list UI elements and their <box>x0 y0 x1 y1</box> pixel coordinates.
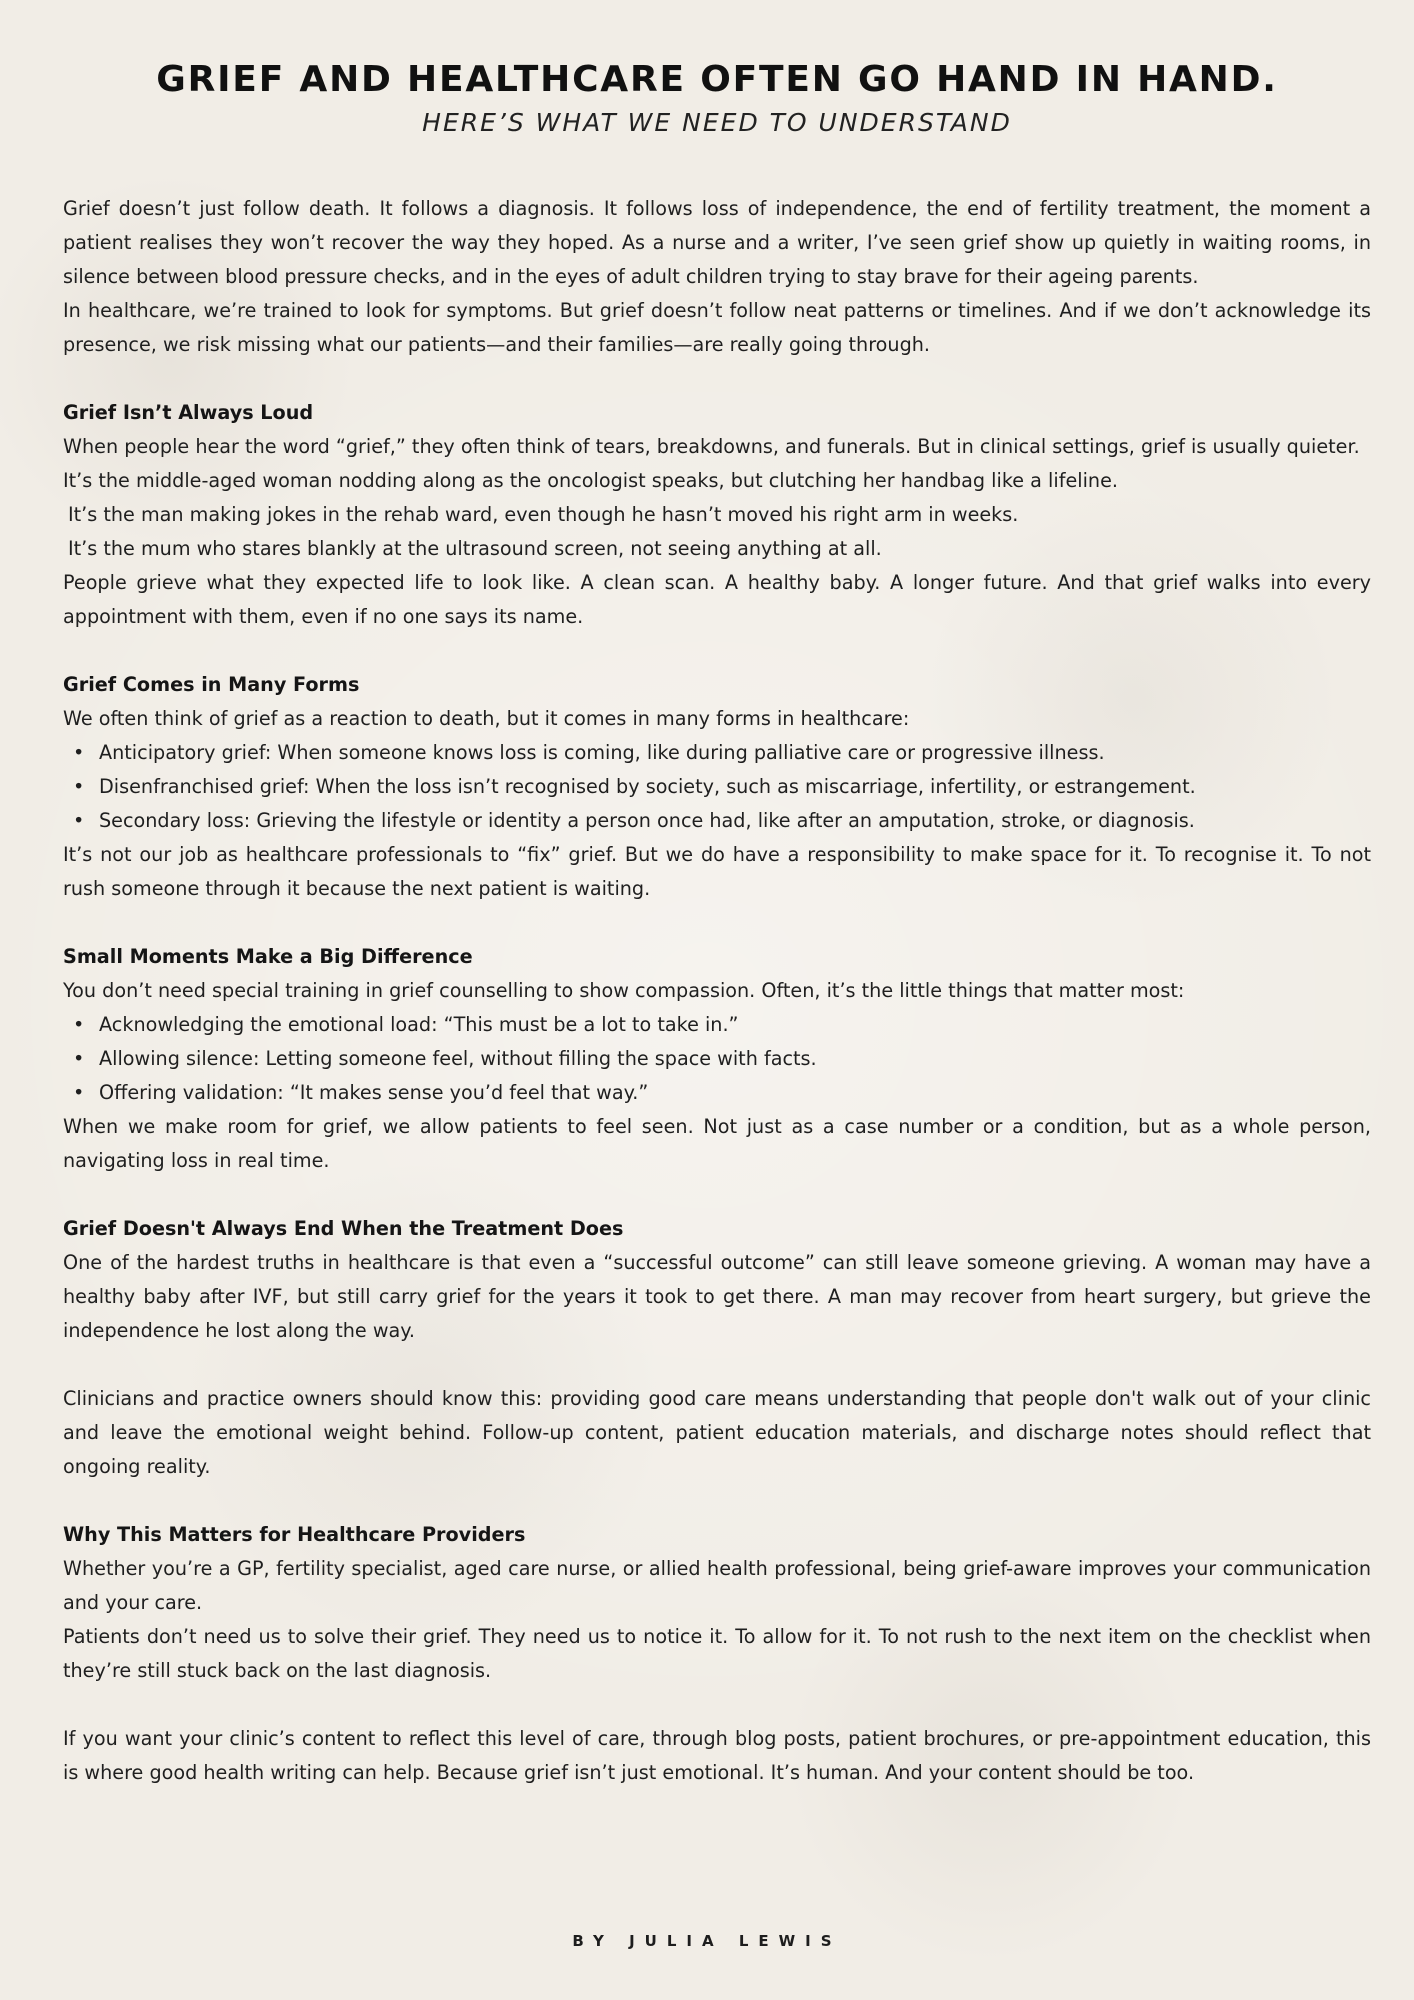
intro-paragraph-2: In healthcare, we’re trained to look for symptoms. But grief doesn’t follow neat patterns or timelines. And if we don’t acknowledge its presence, we risk missing what our patients—and their families—are really going through. <box>63 299 1371 356</box>
list-item <box>73 1076 1371 1110</box>
spacer <box>63 1178 1371 1212</box>
bullet-icon: • <box>73 1081 85 1104</box>
spacer <box>63 634 1371 668</box>
forms-paragraph-1: We often think of grief as a reaction to death, but it comes in many forms in healthcare: <box>63 707 910 730</box>
section-heading-moments: Small Moments Make a Big Difference <box>63 945 473 968</box>
loud-line-3: It’s the mum who stares blankly at the ultrasound screen, not seeing anything at all. <box>68 537 882 560</box>
matters-paragraph-2: Patients don’t need us to solve their grief. They need us to notice it. To allow for it. To not rush to the next item on the checklist when they’re still stuck back on the last diagnosis. <box>63 1625 1371 1682</box>
section-heading-loud: Grief Isn’t Always Loud <box>63 401 314 424</box>
list-item-text: Secondary loss: Grieving the lifestyle or identity a person once had, like after an amputation, stroke, or diagnosis. <box>99 809 1195 832</box>
moments-paragraph-2: When we make room for grief, we allow patients to feel seen. Not just as a case number or a condition, but as a whole person, navigating loss in real time. <box>63 1115 1371 1172</box>
list-item <box>73 1042 1371 1076</box>
moments-paragraph-1: You don’t need special training in grief counselling to show compassion. Often, it’s the little things that matter most: <box>63 979 1185 1002</box>
loud-line-2: It’s the man making jokes in the rehab ward, even though he hasn’t moved his right arm in weeks. <box>68 503 1019 526</box>
bullet-icon: • <box>73 809 85 832</box>
treatment-paragraph-1: One of the hardest truths in healthcare is that even a “successful outcome” can still leave someone grieving. A woman may have a healthy baby after IVF, but still carry grief for the years it took to get there. A man may recover from heart surgery, but grieve the independence he lost along the way. <box>63 1251 1371 1342</box>
matters-paragraph-1: Whether you’re a GP, fertility specialist, aged care nurse, or allied health professional, being grief-aware improves your communication and your care. <box>63 1557 1371 1614</box>
forms-list <box>63 736 1371 838</box>
matters-paragraph-3: If you want your clinic’s content to reflect this level of care, through blog posts, patient brochures, or pre-appointment education, this is where good health writing can help. Because grief isn’t just emotional. It’s human. And your content should be too. <box>63 1727 1371 1784</box>
spacer <box>63 1688 1371 1722</box>
list-item-text: Offering validation: “It makes sense you’d feel that way.” <box>99 1081 649 1104</box>
spacer <box>63 362 1371 396</box>
spacer <box>63 906 1371 940</box>
list-item-text: Anticipatory grief: When someone knows loss is coming, like during palliative care or progressive illness. <box>99 741 1105 764</box>
bullet-icon: • <box>73 775 85 798</box>
page-title: GRIEF AND HEALTHCARE OFTEN GO HAND IN HAND. <box>156 59 1278 100</box>
section-heading-forms: Grief Comes in Many Forms <box>63 673 360 696</box>
loud-paragraph-1: When people hear the word “grief,” they often think of tears, breakdowns, and funerals. But in clinical settings, grief is usually quieter. <box>63 435 1360 458</box>
intro-paragraph-1: Grief doesn’t just follow death. It follows a diagnosis. It follows loss of independence, the end of fertility treatment, the moment a patient realises they won’t recover the way they hoped. As a nurse and a writer, I’ve seen grief show up quietly in waiting rooms, in silence between blood pressure checks, and in the eyes of adult children trying to stay brave for their ageing parents. <box>63 197 1371 288</box>
loud-paragraph-2: People grieve what they expected life to look like. A clean scan. A healthy baby. A longer future. And that grief walks into every appointment with them, even if no one says its name. <box>63 571 1371 628</box>
page-subtitle: HERE’S WHAT WE NEED TO UNDERSTAND <box>422 108 1012 137</box>
forms-paragraph-2: It’s not our job as healthcare professionals to “fix” grief. But we do have a responsibility to make space for it. To recognise it. To not rush someone through it because the next patient is waiting. <box>63 843 1371 900</box>
list-item <box>73 770 1371 804</box>
treatment-paragraph-2: Clinicians and practice owners should know this: providing good care means understanding that people don't walk out of your clinic and leave the emotional weight behind. Follow-up content, patient education materials, and discharge notes should reflect that ongoing reality. <box>63 1387 1371 1478</box>
section-heading-treatment: Grief Doesn't Always End When the Treatment Does <box>63 1217 624 1240</box>
bullet-icon: • <box>73 741 85 764</box>
list-item <box>73 736 1371 770</box>
spacer <box>63 1484 1371 1518</box>
list-item-text: Disenfranchised grief: When the loss isn’t recognised by society, such as miscarriage, infertility, or estrangement. <box>99 775 1196 798</box>
moments-list <box>63 1008 1371 1110</box>
bullet-icon: • <box>73 1013 85 1036</box>
bullet-icon: • <box>73 1047 85 1070</box>
list-item <box>73 1008 1371 1042</box>
loud-line-1: It’s the middle-aged woman nodding along as the oncologist speaks, but clutching her handbag like a lifeline. <box>63 469 1118 492</box>
author-byline: BY JULIA LEWIS <box>572 1932 842 1950</box>
section-heading-matters: Why This Matters for Healthcare Providers <box>63 1523 526 1546</box>
spacer <box>63 1348 1371 1382</box>
list-item <box>73 804 1371 838</box>
list-item-text: Acknowledging the emotional load: “This must be a lot to take in.” <box>99 1013 739 1036</box>
list-item-text: Allowing silence: Letting someone feel, without filling the space with facts. <box>99 1047 817 1070</box>
article-body <box>63 192 1371 1790</box>
